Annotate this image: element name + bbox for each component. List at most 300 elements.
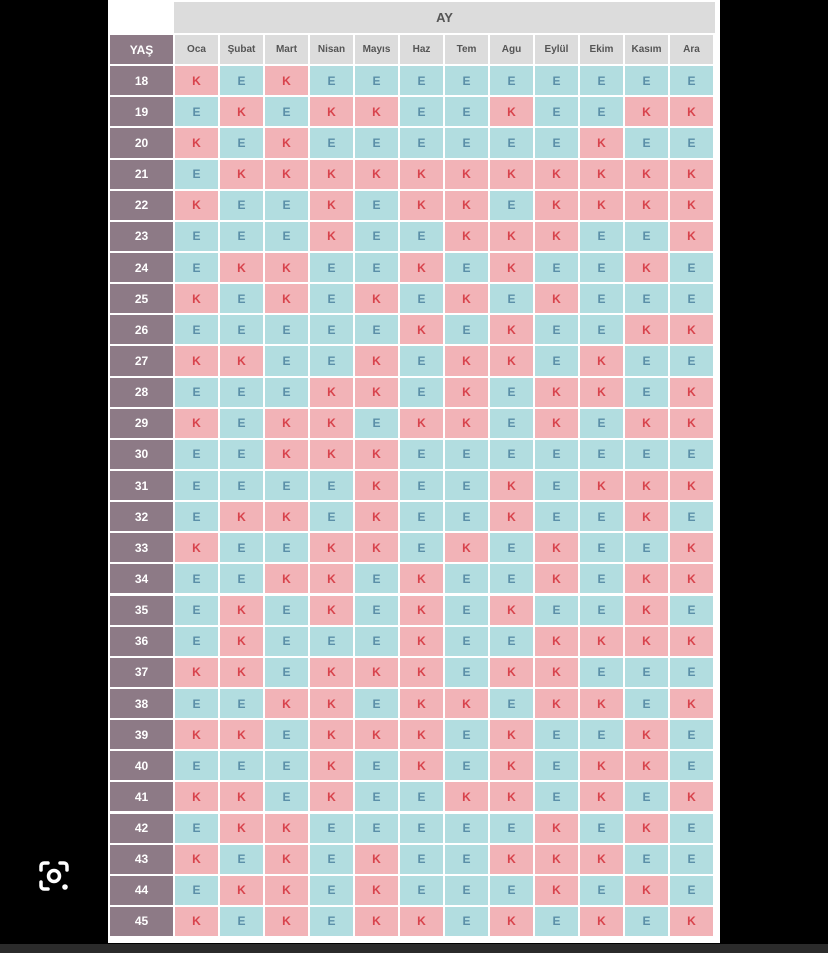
- table-cell: K: [535, 533, 578, 562]
- month-header: Mart: [265, 35, 308, 64]
- table-cell: K: [625, 627, 668, 656]
- table-cell: K: [400, 160, 443, 189]
- table-cell: E: [175, 814, 218, 843]
- age-label: 42: [110, 814, 173, 843]
- table-cell: E: [490, 128, 533, 157]
- table-cell: K: [490, 658, 533, 687]
- table-cell: E: [220, 191, 263, 220]
- table-cell: E: [175, 160, 218, 189]
- table-cell: E: [670, 876, 713, 905]
- table-cell: K: [355, 907, 398, 936]
- table-cell: K: [265, 564, 308, 593]
- table-cell: E: [400, 378, 443, 407]
- table-cell: K: [625, 315, 668, 344]
- table-cell: K: [265, 689, 308, 718]
- age-label: 37: [110, 658, 173, 687]
- table-cell: K: [580, 160, 623, 189]
- table-cell: K: [400, 907, 443, 936]
- table-cell: K: [490, 720, 533, 749]
- table-cell: E: [490, 564, 533, 593]
- table-cell: E: [265, 315, 308, 344]
- table-cell: K: [265, 876, 308, 905]
- month-header: Nisan: [310, 35, 353, 64]
- table-cell: K: [445, 689, 488, 718]
- table-cell: K: [175, 533, 218, 562]
- table-cell: K: [265, 440, 308, 469]
- age-label: 19: [110, 97, 173, 126]
- table-cell: E: [400, 533, 443, 562]
- table-cell: K: [535, 627, 578, 656]
- table-cell: E: [220, 440, 263, 469]
- table-cell: E: [535, 751, 578, 780]
- table-cell: E: [310, 627, 353, 656]
- table-cell: K: [400, 564, 443, 593]
- age-label: 43: [110, 845, 173, 874]
- table-cell: E: [265, 751, 308, 780]
- table-cell: K: [175, 409, 218, 438]
- month-banner: AY: [174, 2, 715, 33]
- table-cell: K: [175, 907, 218, 936]
- month-header: Eylül: [535, 35, 578, 64]
- age-label: 32: [110, 502, 173, 531]
- table-cell: K: [535, 160, 578, 189]
- table-cell: E: [265, 191, 308, 220]
- table-cell: E: [580, 658, 623, 687]
- table-cell: K: [625, 191, 668, 220]
- table-cell: K: [265, 907, 308, 936]
- table-cell: K: [535, 689, 578, 718]
- table-cell: K: [310, 720, 353, 749]
- table-cell: K: [670, 471, 713, 500]
- table-cell: E: [490, 627, 533, 656]
- table-cell: K: [670, 564, 713, 593]
- table-cell: K: [625, 596, 668, 625]
- table-cell: K: [175, 720, 218, 749]
- table-cell: K: [535, 191, 578, 220]
- table-cell: E: [535, 907, 578, 936]
- table-cell: K: [310, 751, 353, 780]
- table-cell: E: [265, 222, 308, 251]
- table-cell: E: [535, 346, 578, 375]
- table-cell: K: [310, 97, 353, 126]
- table-cell: K: [445, 409, 488, 438]
- table-cell: E: [400, 502, 443, 531]
- table-cell: K: [490, 751, 533, 780]
- table-cell: E: [220, 564, 263, 593]
- age-label: 24: [110, 253, 173, 282]
- table-cell: E: [490, 533, 533, 562]
- table-cell: K: [670, 315, 713, 344]
- age-label: 27: [110, 346, 173, 375]
- table-cell: K: [490, 907, 533, 936]
- table-cell: E: [625, 284, 668, 313]
- table-cell: E: [400, 222, 443, 251]
- table-cell: E: [220, 689, 263, 718]
- table-cell: E: [445, 845, 488, 874]
- age-label: 34: [110, 564, 173, 593]
- table-cell: K: [400, 315, 443, 344]
- table-cell: K: [535, 222, 578, 251]
- table-cell: K: [400, 751, 443, 780]
- table-cell: K: [625, 502, 668, 531]
- table-cell: E: [580, 222, 623, 251]
- table-cell: E: [625, 128, 668, 157]
- table-cell: K: [310, 440, 353, 469]
- table-cell: K: [310, 533, 353, 562]
- table-cell: E: [400, 814, 443, 843]
- table-cell: K: [310, 658, 353, 687]
- table-cell: K: [670, 191, 713, 220]
- table-cell: K: [625, 97, 668, 126]
- table-cell: E: [400, 346, 443, 375]
- table-cell: K: [265, 409, 308, 438]
- table-cell: K: [175, 66, 218, 95]
- table-cell: E: [580, 533, 623, 562]
- table-cell: E: [310, 876, 353, 905]
- table-cell: E: [265, 378, 308, 407]
- table-cell: K: [310, 409, 353, 438]
- table-cell: E: [310, 502, 353, 531]
- table-cell: E: [445, 564, 488, 593]
- table-cell: E: [310, 128, 353, 157]
- table-cell: K: [670, 689, 713, 718]
- table-cell: E: [310, 315, 353, 344]
- gender-table: [110, 35, 713, 936]
- table-cell: E: [445, 596, 488, 625]
- table-cell: E: [490, 440, 533, 469]
- table-cell: E: [445, 720, 488, 749]
- table-cell: E: [490, 284, 533, 313]
- table-cell: E: [265, 471, 308, 500]
- age-label: 31: [110, 471, 173, 500]
- table-cell: E: [220, 284, 263, 313]
- table-cell: K: [535, 378, 578, 407]
- table-cell: E: [175, 471, 218, 500]
- table-cell: E: [355, 409, 398, 438]
- table-cell: K: [490, 782, 533, 811]
- table-cell: K: [625, 564, 668, 593]
- table-cell: E: [445, 253, 488, 282]
- table-cell: E: [625, 907, 668, 936]
- table-cell: E: [580, 502, 623, 531]
- table-cell: K: [445, 160, 488, 189]
- age-label: 30: [110, 440, 173, 469]
- table-cell: E: [310, 845, 353, 874]
- table-cell: E: [220, 66, 263, 95]
- table-cell: K: [220, 346, 263, 375]
- table-cell: K: [220, 627, 263, 656]
- age-label: 26: [110, 315, 173, 344]
- table-cell: E: [580, 564, 623, 593]
- table-cell: E: [625, 346, 668, 375]
- age-label: 41: [110, 782, 173, 811]
- month-header: Kasım: [625, 35, 668, 64]
- table-cell: K: [670, 627, 713, 656]
- table-cell: E: [220, 222, 263, 251]
- table-cell: E: [670, 346, 713, 375]
- table-cell: E: [310, 284, 353, 313]
- age-label: 35: [110, 596, 173, 625]
- month-header: Ara: [670, 35, 713, 64]
- table-cell: K: [535, 814, 578, 843]
- table-cell: E: [175, 564, 218, 593]
- table-cell: E: [310, 814, 353, 843]
- table-cell: K: [355, 471, 398, 500]
- table-cell: K: [535, 876, 578, 905]
- table-cell: K: [580, 751, 623, 780]
- table-cell: E: [535, 253, 578, 282]
- table-cell: E: [625, 689, 668, 718]
- table-cell: K: [670, 782, 713, 811]
- table-cell: E: [175, 97, 218, 126]
- table-cell: E: [535, 128, 578, 157]
- table-cell: E: [220, 128, 263, 157]
- table-cell: E: [220, 751, 263, 780]
- table-cell: K: [580, 378, 623, 407]
- table-cell: E: [265, 533, 308, 562]
- table-cell: E: [625, 440, 668, 469]
- table-cell: K: [445, 222, 488, 251]
- table-cell: E: [355, 596, 398, 625]
- table-cell: K: [490, 97, 533, 126]
- table-cell: K: [355, 533, 398, 562]
- table-cell: K: [670, 160, 713, 189]
- table-cell: E: [355, 66, 398, 95]
- table-cell: E: [580, 409, 623, 438]
- table-cell: K: [220, 596, 263, 625]
- table-cell: K: [535, 845, 578, 874]
- table-cell: E: [355, 253, 398, 282]
- table-cell: E: [670, 284, 713, 313]
- table-cell: E: [445, 66, 488, 95]
- table-cell: K: [355, 876, 398, 905]
- table-cell: E: [445, 876, 488, 905]
- table-cell: K: [670, 222, 713, 251]
- table-cell: E: [670, 253, 713, 282]
- table-cell: E: [175, 440, 218, 469]
- table-cell: K: [490, 471, 533, 500]
- age-label: 28: [110, 378, 173, 407]
- age-label: 22: [110, 191, 173, 220]
- table-cell: E: [445, 97, 488, 126]
- table-cell: E: [265, 97, 308, 126]
- table-cell: E: [670, 720, 713, 749]
- table-cell: K: [670, 907, 713, 936]
- table-cell: E: [445, 627, 488, 656]
- age-column-header: YAŞ: [110, 35, 173, 64]
- table-cell: E: [670, 440, 713, 469]
- table-cell: K: [625, 751, 668, 780]
- table-cell: E: [265, 627, 308, 656]
- table-cell: K: [490, 502, 533, 531]
- table-cell: E: [265, 782, 308, 811]
- age-label: 39: [110, 720, 173, 749]
- table-cell: E: [490, 409, 533, 438]
- table-cell: E: [625, 782, 668, 811]
- table-cell: E: [400, 440, 443, 469]
- table-cell: E: [220, 907, 263, 936]
- table-cell: K: [265, 66, 308, 95]
- table-cell: E: [400, 845, 443, 874]
- table-cell: K: [310, 222, 353, 251]
- table-cell: E: [175, 689, 218, 718]
- month-header: Ekim: [580, 35, 623, 64]
- table-cell: E: [310, 471, 353, 500]
- table-cell: K: [220, 502, 263, 531]
- table-cell: E: [355, 191, 398, 220]
- table-cell: K: [400, 627, 443, 656]
- table-cell: E: [535, 66, 578, 95]
- table-cell: K: [265, 160, 308, 189]
- table-cell: K: [490, 160, 533, 189]
- table-cell: E: [580, 876, 623, 905]
- table-cell: K: [175, 191, 218, 220]
- table-cell: K: [310, 160, 353, 189]
- table-cell: K: [625, 253, 668, 282]
- table-cell: K: [580, 689, 623, 718]
- table-cell: E: [670, 596, 713, 625]
- table-cell: K: [220, 97, 263, 126]
- table-cell: E: [580, 97, 623, 126]
- age-label: 20: [110, 128, 173, 157]
- table-cell: K: [625, 876, 668, 905]
- table-cell: K: [580, 845, 623, 874]
- table-cell: K: [220, 814, 263, 843]
- table-cell: E: [175, 596, 218, 625]
- google-lens-icon: [36, 858, 72, 894]
- table-cell: K: [310, 564, 353, 593]
- table-cell: E: [580, 315, 623, 344]
- table-cell: E: [175, 378, 218, 407]
- table-cell: K: [445, 284, 488, 313]
- table-cell: E: [310, 253, 353, 282]
- table-cell: K: [175, 782, 218, 811]
- table-cell: K: [670, 378, 713, 407]
- table-cell: E: [265, 720, 308, 749]
- table-cell: E: [625, 658, 668, 687]
- table-cell: E: [670, 751, 713, 780]
- table-cell: E: [175, 315, 218, 344]
- table-cell: K: [220, 253, 263, 282]
- age-label: 36: [110, 627, 173, 656]
- table-cell: E: [175, 253, 218, 282]
- table-cell: E: [400, 128, 443, 157]
- table-cell: E: [220, 409, 263, 438]
- table-cell: E: [580, 284, 623, 313]
- table-cell: E: [400, 66, 443, 95]
- table-cell: K: [535, 658, 578, 687]
- age-label: 33: [110, 533, 173, 562]
- table-cell: E: [310, 66, 353, 95]
- table-cell: K: [490, 222, 533, 251]
- table-cell: K: [175, 284, 218, 313]
- table-cell: E: [670, 66, 713, 95]
- table-cell: E: [670, 845, 713, 874]
- table-cell: K: [355, 160, 398, 189]
- age-label: 40: [110, 751, 173, 780]
- table-cell: K: [625, 720, 668, 749]
- table-cell: K: [625, 471, 668, 500]
- table-cell: E: [535, 97, 578, 126]
- table-cell: K: [310, 782, 353, 811]
- table-cell: E: [355, 814, 398, 843]
- table-cell: K: [175, 845, 218, 874]
- table-cell: K: [265, 845, 308, 874]
- table-cell: E: [175, 627, 218, 656]
- table-cell: K: [175, 658, 218, 687]
- table-cell: E: [580, 814, 623, 843]
- table-cell: E: [580, 440, 623, 469]
- table-cell: K: [265, 814, 308, 843]
- age-label: 21: [110, 160, 173, 189]
- table-cell: K: [445, 533, 488, 562]
- table-cell: E: [175, 751, 218, 780]
- table-cell: E: [355, 315, 398, 344]
- table-cell: K: [670, 97, 713, 126]
- table-cell: E: [400, 284, 443, 313]
- google-lens-button[interactable]: [35, 857, 73, 895]
- table-cell: E: [220, 471, 263, 500]
- table-cell: E: [445, 502, 488, 531]
- table-cell: K: [670, 409, 713, 438]
- table-cell: E: [445, 658, 488, 687]
- table-cell: K: [400, 253, 443, 282]
- table-cell: K: [535, 564, 578, 593]
- table-cell: K: [490, 845, 533, 874]
- table-cell: K: [400, 409, 443, 438]
- table-cell: K: [625, 160, 668, 189]
- table-cell: K: [580, 471, 623, 500]
- table-cell: K: [445, 782, 488, 811]
- table-cell: E: [400, 876, 443, 905]
- table-cell: E: [175, 222, 218, 251]
- table-cell: K: [355, 378, 398, 407]
- table-cell: E: [355, 751, 398, 780]
- table-cell: E: [445, 315, 488, 344]
- table-cell: E: [265, 658, 308, 687]
- table-cell: K: [490, 253, 533, 282]
- table-cell: E: [580, 596, 623, 625]
- table-cell: E: [670, 502, 713, 531]
- table-cell: E: [580, 66, 623, 95]
- table-cell: K: [220, 160, 263, 189]
- table-cell: K: [535, 409, 578, 438]
- age-label: 25: [110, 284, 173, 313]
- table-cell: E: [310, 346, 353, 375]
- table-cell: K: [265, 128, 308, 157]
- table-cell: E: [535, 471, 578, 500]
- table-cell: K: [445, 191, 488, 220]
- table-cell: E: [355, 627, 398, 656]
- table-cell: K: [355, 97, 398, 126]
- table-cell: E: [535, 720, 578, 749]
- table-cell: K: [490, 596, 533, 625]
- age-label: 38: [110, 689, 173, 718]
- table-cell: K: [310, 191, 353, 220]
- table-cell: E: [625, 222, 668, 251]
- table-cell: K: [580, 346, 623, 375]
- table-cell: K: [490, 346, 533, 375]
- table-cell: K: [355, 720, 398, 749]
- table-cell: K: [580, 128, 623, 157]
- table-cell: K: [220, 658, 263, 687]
- table-cell: E: [175, 876, 218, 905]
- table-cell: K: [175, 128, 218, 157]
- table-cell: K: [445, 378, 488, 407]
- table-cell: K: [310, 596, 353, 625]
- month-header: Agu: [490, 35, 533, 64]
- table-cell: E: [220, 378, 263, 407]
